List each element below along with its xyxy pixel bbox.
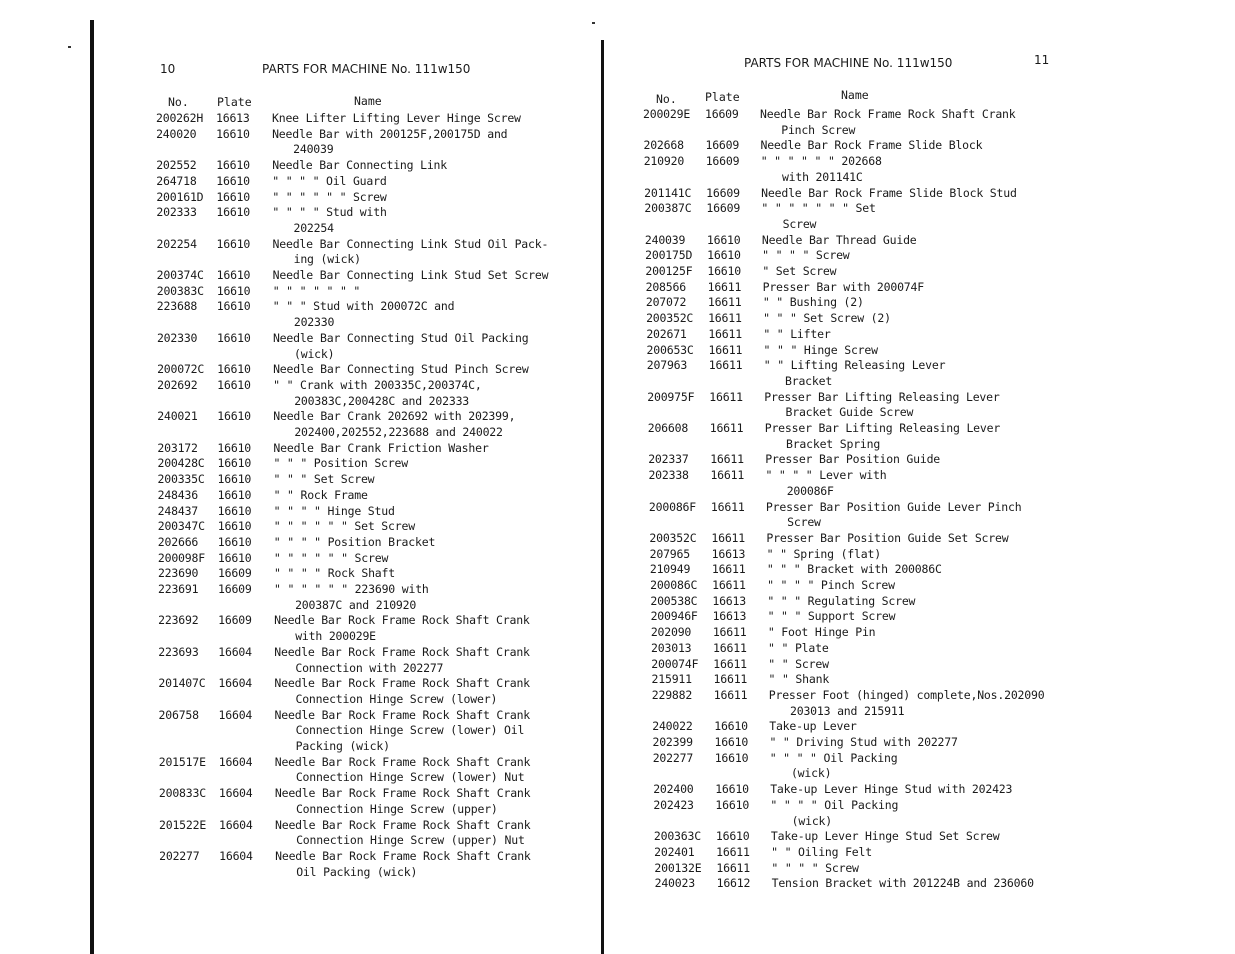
part-name: " " " " Hinge Stud bbox=[273, 503, 395, 518]
part-name: " " " " Rock Shaft bbox=[273, 566, 395, 581]
part-name: Connection with 202277 bbox=[295, 660, 444, 675]
part-number: 200975F bbox=[647, 389, 695, 404]
part-number: 201407C bbox=[158, 676, 206, 691]
part-name: Presser Bar Position Guide Set Screw bbox=[766, 530, 1009, 545]
plate-number: 16609 bbox=[217, 566, 252, 581]
part-number: 203172 bbox=[157, 440, 198, 455]
part-number: 223690 bbox=[157, 566, 199, 581]
part-name: Presser Bar Position Guide bbox=[765, 452, 941, 467]
plate-number: 16611 bbox=[707, 279, 742, 294]
plate-number: 16604 bbox=[218, 644, 252, 659]
part-number: 223691 bbox=[158, 582, 199, 596]
plate-number: 16610 bbox=[714, 719, 748, 734]
part-number: 202277 bbox=[159, 848, 200, 863]
part-name: Screw bbox=[787, 515, 821, 530]
plate-number: 16610 bbox=[216, 189, 250, 204]
part-name: " " " " " " Screw bbox=[272, 189, 387, 204]
part-name: Presser Bar Lifting Releasing Lever bbox=[764, 421, 1001, 435]
page-number: 11 bbox=[1034, 53, 1050, 67]
column-header-name: Name bbox=[354, 94, 382, 108]
center-binding-rule bbox=[601, 40, 604, 954]
part-number: 202254 bbox=[156, 236, 197, 251]
part-number: 248436 bbox=[157, 487, 198, 502]
plate-number: 16611 bbox=[716, 844, 750, 859]
part-name: Presser Bar with 200074F bbox=[762, 279, 924, 294]
plate-number: 16611 bbox=[712, 625, 747, 640]
part-number: 202337 bbox=[648, 452, 689, 467]
part-number: 248437 bbox=[157, 503, 199, 518]
plate-number: 16611 bbox=[709, 421, 744, 435]
plate-number: 16604 bbox=[219, 848, 253, 863]
part-number: 223692 bbox=[158, 613, 199, 628]
part-name: " " Crank with 200335C,200374C, bbox=[273, 377, 482, 392]
part-name: with 200029E bbox=[295, 629, 376, 644]
part-name: " " " " " " 223690 with bbox=[274, 582, 429, 596]
plate-number: 16613 bbox=[216, 111, 250, 125]
plate-number: 16609 bbox=[218, 582, 252, 596]
plate-number: 16609 bbox=[705, 138, 740, 153]
part-number: 200086F bbox=[648, 499, 696, 514]
part-name: " " " Bracket with 200086C bbox=[766, 562, 942, 577]
plate-number: 16610 bbox=[217, 456, 252, 471]
part-name: " " " " " " Set Screw bbox=[273, 519, 415, 534]
plate-number: 16612 bbox=[716, 876, 751, 891]
left-binding-rule bbox=[90, 20, 94, 954]
part-number: 200335C bbox=[157, 472, 205, 487]
part-name: " " Spring (flat) bbox=[766, 546, 881, 561]
part-number: 208566 bbox=[645, 279, 686, 294]
plate-number: 16610 bbox=[706, 232, 741, 247]
page-title: PARTS FOR MACHINE No. 111w150 bbox=[744, 56, 953, 70]
part-name: Connection Hinge Screw (lower) Oil bbox=[295, 723, 525, 738]
part-name: 202254 bbox=[293, 220, 334, 235]
part-name: " " " " " " Screw bbox=[273, 550, 389, 565]
part-name: " " Bushing (2) bbox=[762, 295, 864, 310]
part-name: Needle Bar Connecting Link Stud Set Screw bbox=[272, 268, 549, 282]
plate-number: 16609 bbox=[706, 201, 741, 216]
plate-number: 16610 bbox=[216, 236, 251, 251]
part-number: 202401 bbox=[654, 844, 695, 859]
part-number: 202668 bbox=[643, 138, 684, 153]
part-name: " " Oiling Felt bbox=[771, 844, 872, 859]
part-number: 200352C bbox=[649, 530, 697, 545]
part-name: " " Lifting Releasing Lever bbox=[763, 358, 946, 373]
part-number: 207072 bbox=[645, 295, 687, 310]
part-name: " " Driving Stud with 202277 bbox=[769, 735, 958, 749]
part-number: 215911 bbox=[651, 672, 692, 687]
part-name: 202330 bbox=[293, 315, 335, 330]
column-header-no: No. bbox=[656, 92, 677, 106]
part-number: 200074F bbox=[651, 656, 699, 671]
part-name: " " " " " " " bbox=[272, 283, 361, 298]
part-name: 200086F bbox=[786, 483, 834, 498]
plate-number: 16604 bbox=[219, 817, 253, 832]
part-name: " " " " Oil Packing bbox=[770, 797, 899, 812]
part-name: (wick) bbox=[294, 346, 335, 361]
part-number: 229882 bbox=[651, 687, 693, 702]
part-number: 200086C bbox=[650, 578, 698, 592]
speck bbox=[592, 22, 595, 24]
part-name: " Foot Hinge Pin bbox=[767, 625, 876, 640]
plate-number: 16610 bbox=[714, 735, 749, 749]
column-header-plate: Plate bbox=[217, 95, 252, 109]
plate-number: 16611 bbox=[716, 860, 750, 875]
part-name: (wick) bbox=[790, 766, 832, 781]
part-name: " " Shank bbox=[768, 672, 830, 687]
part-number: 202552 bbox=[156, 158, 197, 173]
part-name: Needle Bar Rock Frame Rock Shaft Crank bbox=[275, 817, 531, 832]
part-name: " " " " Oil Packing bbox=[769, 750, 898, 765]
part-name: Needle Bar Rock Frame Rock Shaft Crank bbox=[274, 613, 530, 628]
part-name: Needle Bar Rock Frame Rock Shaft Crank bbox=[275, 848, 531, 863]
part-name: " " " Regulating Screw bbox=[767, 593, 916, 608]
plate-number: 16610 bbox=[216, 268, 251, 282]
plate-number: 16610 bbox=[217, 440, 252, 455]
plate-number: 16610 bbox=[216, 205, 251, 220]
plate-number: 16609 bbox=[218, 613, 252, 628]
plate-number: 16613 bbox=[712, 593, 746, 608]
plate-number: 16610 bbox=[217, 534, 252, 549]
plate-number: 16610 bbox=[714, 750, 749, 765]
part-number: 202338 bbox=[648, 468, 689, 483]
part-name: 240039 bbox=[293, 142, 334, 157]
part-name: " " " " Oil Guard bbox=[272, 173, 387, 188]
part-name: Needle Bar Rock Frame Rock Shaft Crank bbox=[760, 107, 1016, 121]
part-name: 200383C,200428C and 202333 bbox=[294, 393, 470, 408]
part-name: Screw bbox=[782, 216, 817, 231]
part-name: Needle Bar Rock Frame Slide Block Stud bbox=[761, 185, 1017, 200]
plate-number: 16611 bbox=[710, 499, 745, 514]
part-number: 207963 bbox=[646, 358, 688, 373]
part-name: Needle Bar Rock Frame Rock Shaft Crank bbox=[274, 754, 531, 769]
part-number: 240021 bbox=[157, 409, 198, 424]
plate-number: 16610 bbox=[707, 264, 741, 278]
part-number: 240039 bbox=[644, 232, 686, 247]
part-number: 200833C bbox=[158, 786, 206, 801]
part-number: 203013 bbox=[651, 640, 692, 655]
column-header-plate: Plate bbox=[705, 90, 740, 104]
part-number: 200125F bbox=[645, 264, 693, 278]
part-name: " " Lifter bbox=[763, 326, 831, 341]
part-name: Needle Bar Crank 202692 with 202399, bbox=[273, 409, 516, 424]
plate-number: 16610 bbox=[707, 248, 741, 263]
part-number: 210949 bbox=[649, 562, 691, 577]
speck bbox=[68, 46, 71, 48]
column-header-name: Name bbox=[841, 88, 869, 102]
plate-number: 16611 bbox=[713, 672, 748, 687]
part-name: Needle Bar Connecting Stud Pinch Screw bbox=[273, 362, 529, 377]
plate-number: 16610 bbox=[217, 409, 251, 424]
part-number: 200072C bbox=[157, 362, 205, 377]
part-name: Connection Hinge Screw (upper) bbox=[295, 801, 498, 816]
part-number: 202692 bbox=[157, 377, 198, 392]
part-name: 202400,202552,223688 and 240022 bbox=[294, 425, 503, 439]
part-name: Needle Bar Crank Friction Washer bbox=[273, 440, 489, 455]
part-name: " " " " Screw bbox=[762, 248, 850, 263]
part-number: 264718 bbox=[156, 173, 197, 188]
part-name: (wick) bbox=[791, 813, 832, 828]
part-number: 200374C bbox=[156, 268, 204, 282]
part-number: 200946F bbox=[650, 609, 698, 624]
part-name: " Set Screw bbox=[762, 264, 837, 278]
part-name: ing (wick) bbox=[293, 252, 361, 267]
part-name: Presser Bar Position Guide Lever Pinch bbox=[765, 499, 1022, 514]
part-number: 207965 bbox=[649, 546, 690, 561]
part-name: " " " " " " " Set bbox=[761, 201, 876, 216]
part-name: Packing (wick) bbox=[295, 739, 390, 753]
part-number: 200262H bbox=[156, 111, 204, 125]
plate-number: 16611 bbox=[710, 452, 744, 467]
part-number: 200538C bbox=[650, 593, 698, 608]
part-name: Needle Bar Rock Frame Rock Shaft Crank bbox=[274, 644, 530, 659]
part-number: 240022 bbox=[652, 719, 693, 734]
plate-number: 16611 bbox=[711, 530, 746, 545]
plate-number: 16611 bbox=[708, 326, 742, 341]
part-name: " " " " Lever with bbox=[765, 468, 887, 483]
plate-number: 16610 bbox=[715, 829, 750, 844]
part-number: 202423 bbox=[653, 797, 694, 812]
part-name: " " Screw bbox=[768, 656, 829, 671]
plate-number: 16609 bbox=[706, 185, 740, 200]
plate-number: 16610 bbox=[217, 377, 251, 392]
part-name: " " Plate bbox=[768, 640, 829, 655]
part-number: 202277 bbox=[652, 750, 694, 765]
part-name: " " " " Pinch Screw bbox=[767, 578, 895, 592]
plate-number: 16611 bbox=[712, 578, 746, 592]
part-number: 210920 bbox=[643, 154, 685, 169]
part-number: 223693 bbox=[158, 644, 199, 659]
part-name: Needle Bar Connecting Link bbox=[272, 158, 448, 173]
plate-number: 16611 bbox=[709, 389, 743, 404]
part-name: Needle Bar Connecting Link Stud Oil Pack- bbox=[272, 236, 549, 251]
part-number: 200098F bbox=[157, 550, 205, 565]
part-number: 223688 bbox=[156, 299, 198, 314]
part-number: 202399 bbox=[652, 735, 693, 749]
part-number: 202671 bbox=[646, 326, 687, 341]
plate-number: 16610 bbox=[216, 299, 251, 314]
part-number: 206758 bbox=[158, 707, 199, 722]
part-name: Oil Packing (wick) bbox=[296, 864, 418, 879]
part-name: Take-up Lever Hinge Stud Set Screw bbox=[770, 829, 1000, 844]
plate-number: 16611 bbox=[708, 342, 743, 357]
part-number: 200347C bbox=[157, 519, 205, 534]
part-number: 240023 bbox=[654, 876, 695, 891]
part-number: 200175D bbox=[645, 248, 693, 263]
part-name: Take-up Lever bbox=[769, 719, 857, 734]
plate-number: 16609 bbox=[705, 154, 740, 169]
part-name: Bracket Guide Screw bbox=[785, 405, 914, 420]
plate-number: 16610 bbox=[216, 173, 250, 188]
plate-number: 16610 bbox=[216, 283, 251, 298]
part-name: " " " " Screw bbox=[771, 860, 859, 875]
part-name: Needle Bar Thread Guide bbox=[761, 232, 917, 247]
plate-number: 16610 bbox=[715, 797, 750, 812]
page-title: PARTS FOR MACHINE No. 111w150 bbox=[262, 62, 471, 76]
part-number: 200383C bbox=[156, 283, 204, 298]
part-name: Take-up Lever Hinge Stud with 202423 bbox=[770, 782, 1013, 797]
part-name: 203013 and 215911 bbox=[790, 703, 905, 718]
part-name: Pinch Screw bbox=[781, 122, 856, 137]
plate-number: 16611 bbox=[713, 687, 748, 702]
part-name: " " " " Position Bracket bbox=[273, 534, 436, 549]
part-number: 200029E bbox=[643, 107, 691, 121]
plate-number: 16604 bbox=[218, 786, 253, 801]
part-number: 202400 bbox=[653, 782, 694, 797]
part-name: Presser Foot (hinged) complete,Nos.202090 bbox=[768, 687, 1045, 702]
plate-number: 16611 bbox=[713, 656, 747, 671]
part-number: 202333 bbox=[156, 205, 197, 220]
plate-number: 16613 bbox=[712, 609, 747, 624]
plate-number: 16610 bbox=[217, 487, 252, 502]
part-number: 202666 bbox=[157, 534, 199, 549]
part-number: 206608 bbox=[647, 421, 689, 435]
plate-number: 16610 bbox=[217, 503, 252, 518]
part-name: " " " Hinge Screw bbox=[763, 342, 878, 357]
plate-number: 16611 bbox=[710, 468, 745, 483]
plate-number: 16609 bbox=[705, 107, 739, 121]
part-number: 200132E bbox=[654, 860, 702, 875]
part-name: Connection Hinge Screw (upper) Nut bbox=[296, 833, 525, 848]
plate-number: 16610 bbox=[217, 519, 252, 534]
column-header-no: No. bbox=[168, 95, 189, 109]
part-number: 200352C bbox=[646, 311, 694, 326]
plate-number: 16610 bbox=[216, 158, 250, 173]
part-number: 200387C bbox=[644, 201, 692, 216]
part-name: " " " Stud with 200072C and bbox=[272, 299, 455, 314]
part-name: Needle Bar Rock Frame Slide Block bbox=[760, 138, 983, 153]
part-name: with 201141C bbox=[781, 169, 863, 184]
plate-number: 16610 bbox=[217, 472, 252, 487]
part-name: Needle Bar Rock Frame Rock Shaft Crank bbox=[274, 786, 531, 801]
part-number: 202330 bbox=[156, 330, 198, 345]
part-name: " " " Set Screw bbox=[273, 472, 375, 487]
part-name: " " " Position Screw bbox=[273, 456, 408, 471]
plate-number: 16610 bbox=[715, 782, 749, 797]
plate-number: 16604 bbox=[218, 707, 253, 722]
part-name: Presser Bar Lifting Releasing Lever bbox=[764, 389, 1000, 404]
plate-number: 16611 bbox=[713, 640, 747, 655]
part-name: Needle Bar Rock Frame Rock Shaft Crank bbox=[274, 707, 531, 722]
part-name: " " " Set Screw (2) bbox=[763, 311, 891, 326]
plate-number: 16610 bbox=[217, 362, 251, 377]
plate-number: 16604 bbox=[218, 754, 253, 769]
page-number: 10 bbox=[160, 62, 176, 76]
part-number: 200653C bbox=[646, 342, 694, 357]
part-name: Knee Lifter Lifting Lever Hinge Screw bbox=[272, 111, 521, 125]
part-number: 201141C bbox=[644, 185, 692, 200]
plate-number: 16613 bbox=[711, 546, 746, 561]
part-number: 200428C bbox=[157, 456, 205, 471]
part-number: 201522E bbox=[159, 817, 207, 832]
part-number: 240020 bbox=[156, 126, 197, 141]
plate-number: 16610 bbox=[217, 550, 252, 565]
plate-number: 16611 bbox=[711, 562, 746, 577]
part-name: Bracket bbox=[785, 373, 833, 388]
part-name: " " " " " " 202668 bbox=[760, 154, 882, 169]
part-name: Needle Bar with 200125F,200175D and bbox=[272, 126, 508, 141]
part-name: 200387C and 210920 bbox=[295, 597, 417, 612]
plate-number: 16611 bbox=[707, 295, 742, 310]
part-name: Connection Hinge Screw (lower) bbox=[295, 691, 498, 706]
plate-number: 16611 bbox=[708, 311, 742, 326]
part-name: " " " " Stud with bbox=[272, 205, 387, 220]
part-name: Needle Bar Rock Frame Rock Shaft Crank bbox=[274, 676, 530, 691]
part-name: Tension Bracket with 201224B and 236060 bbox=[771, 876, 1034, 891]
part-name: Bracket Spring bbox=[785, 436, 881, 451]
part-number: 200363C bbox=[653, 829, 701, 844]
part-name: " " " Support Screw bbox=[767, 609, 896, 624]
part-number: 201517E bbox=[158, 754, 206, 769]
part-name: Needle Bar Connecting Stud Oil Packing bbox=[272, 330, 529, 345]
plate-number: 16604 bbox=[218, 676, 253, 691]
part-number: 202090 bbox=[650, 625, 692, 640]
part-name: " " Rock Frame bbox=[273, 487, 368, 502]
part-name: Connection Hinge Screw (lower) Nut bbox=[295, 770, 525, 785]
plate-number: 16611 bbox=[708, 358, 743, 373]
plate-number: 16610 bbox=[216, 330, 251, 345]
part-number: 200161D bbox=[156, 189, 204, 204]
plate-number: 16610 bbox=[216, 126, 250, 141]
